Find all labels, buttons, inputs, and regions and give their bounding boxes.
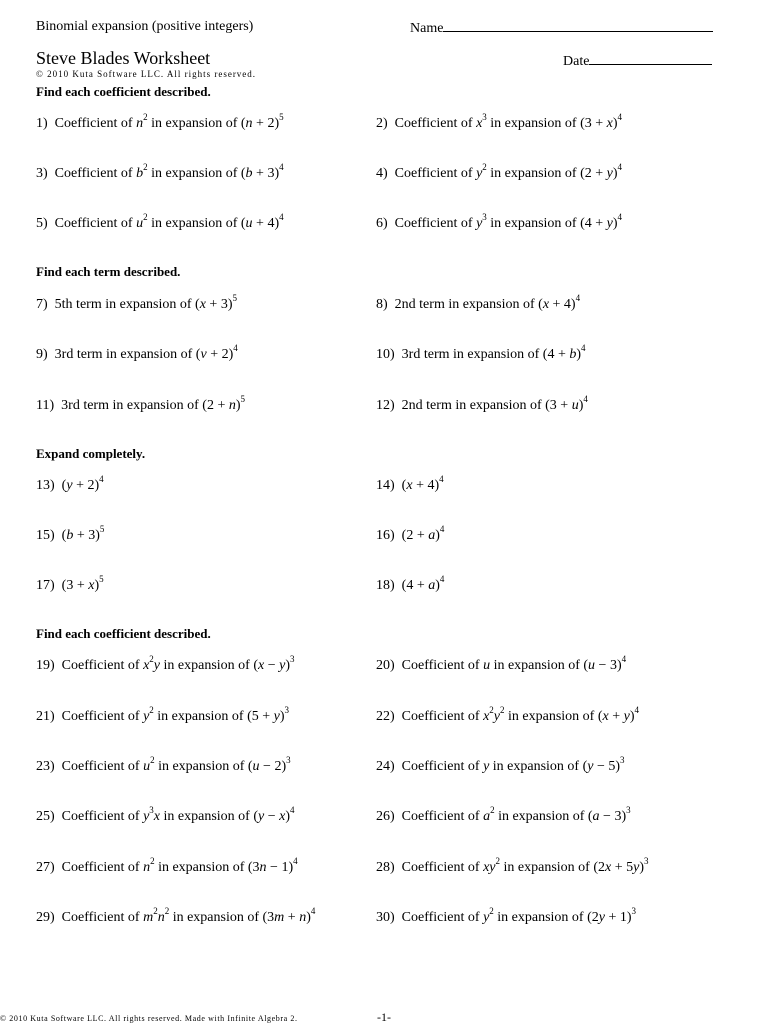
problem-text: Coefficient of $u^2$ in expansion of $(u - 2)^3$ (61, 755, 291, 774)
problem-text: Coefficient of $y^2$ in expansion of $(5 + y)^3$ (61, 705, 290, 724)
problem-16 (376, 524, 445, 544)
worksheet-topic: Binomial expansion (positive integers) (36, 19, 254, 34)
problem-text: Coefficient of $x^2y$ in expansion of $(x - y)^3$ (61, 654, 295, 673)
problem-22 (376, 705, 639, 725)
problem-text: Coefficient of $xy^2$ in expansion of $(2x + 5y)^3$ (401, 856, 649, 875)
problem-number: 15) (36, 528, 62, 543)
problem-number: 12) (376, 398, 402, 413)
problem-number: 26) (376, 809, 402, 824)
problem-text: 2nd term in expansion of $(x + 4)^4$ (394, 293, 581, 312)
problem-number: 22) (376, 709, 402, 724)
problem-text: 2nd term in expansion of $(3 + u)^4$ (401, 394, 588, 413)
problem-29 (36, 906, 316, 926)
problem-2 (376, 112, 623, 132)
problem-text: Coefficient of $n^2$ in expansion of $(3n - 1)^4$ (61, 856, 298, 875)
problem-text: $(3 + x)^5$ (61, 574, 104, 593)
problem-19 (36, 654, 295, 674)
problem-26 (376, 805, 631, 825)
footer-copyright: © 2010 Kuta Software LLC. All rights reserved. Made with Infinite Algebra 2. (0, 1014, 298, 1023)
problem-number: 28) (376, 860, 402, 875)
problem-18 (376, 574, 445, 594)
problem-20 (376, 654, 627, 674)
problem-5 (36, 212, 284, 232)
problem-text: 3rd term in expansion of $(4 + b)^4$ (401, 343, 586, 362)
worksheet-title: Steve Blades Worksheet (36, 48, 211, 68)
problem-number: 4) (376, 166, 395, 181)
problem-text: Coefficient of $x^2y^2$ in expansion of $(x + y)^4$ (401, 705, 639, 724)
problem-17 (36, 574, 104, 594)
problem-number: 18) (376, 578, 402, 593)
problem-25 (36, 805, 295, 825)
problem-text: Coefficient of $y^2$ in expansion of $(2y + 1)^3$ (401, 906, 637, 925)
problem-number: 29) (36, 910, 62, 925)
problem-text: $(4 + a)^4$ (401, 574, 445, 593)
problem-11 (36, 394, 246, 414)
problem-text: 5th term in expansion of $(x + 3)^5$ (54, 293, 237, 312)
problem-text: Coefficient of $b^2$ in expansion of $(b + 3)^4$ (54, 162, 284, 181)
section-heading-3: Expand completely. (36, 446, 146, 461)
problem-number: 16) (376, 528, 402, 543)
problem-number: 8) (376, 297, 395, 312)
problem-number: 14) (376, 478, 402, 493)
problem-number: 17) (36, 578, 62, 593)
problem-3 (36, 162, 284, 182)
problem-number: 21) (36, 709, 62, 724)
problem-24 (376, 755, 625, 775)
problem-number: 20) (376, 658, 402, 673)
problem-number: 24) (376, 759, 402, 774)
problem-number: 9) (36, 347, 55, 362)
date-blank[interactable] (589, 52, 712, 65)
header-copyright: © 2010 Kuta Software LLC. All rights reserved. (36, 69, 257, 79)
problem-15 (36, 524, 105, 544)
name-field[interactable] (410, 19, 713, 37)
section-heading-4: Find each coefficient described. (36, 626, 211, 641)
problem-number: 23) (36, 759, 62, 774)
problem-6 (376, 212, 623, 232)
problem-number: 7) (36, 297, 55, 312)
problem-7 (36, 293, 237, 313)
problem-number: 2) (376, 116, 395, 131)
problem-number: 25) (36, 809, 62, 824)
date-field[interactable] (563, 52, 712, 70)
problem-number: 13) (36, 478, 62, 493)
problem-30 (376, 906, 637, 926)
problem-text: Coefficient of u in expansion of $(u - 3)^4$ (401, 654, 627, 673)
date-label: Date (563, 54, 590, 69)
problem-21 (36, 705, 290, 725)
problem-12 (376, 394, 588, 414)
problem-13 (36, 474, 104, 494)
problem-9 (36, 343, 238, 363)
problem-number: 19) (36, 658, 62, 673)
problem-text: Coefficient of $y^3x$ in expansion of $(y - x)^4$ (61, 805, 295, 824)
problem-number: 6) (376, 216, 395, 231)
problem-number: 10) (376, 347, 402, 362)
page-number: -1- (377, 1010, 391, 1024)
problem-text: 3rd term in expansion of $(2 + n)^5$ (61, 394, 246, 413)
problem-number: 1) (36, 116, 55, 131)
problem-text: 3rd term in expansion of $(v + 2)^4$ (54, 343, 238, 362)
problem-number: 30) (376, 910, 402, 925)
problem-number: 5) (36, 216, 55, 231)
problem-8 (376, 293, 581, 313)
section-heading-2: Find each term described. (36, 264, 181, 279)
problem-text: $(x + 4)^4$ (401, 474, 444, 493)
problem-10 (376, 343, 586, 363)
problem-number: 27) (36, 860, 62, 875)
section-heading-1: Find each coefficient described. (36, 84, 211, 99)
problem-text: Coefficient of y in expansion of $(y - 5)^3$ (401, 755, 625, 774)
problem-text: Coefficient of $m^2n^2$ in expansion of $(3m + n)^4$ (61, 906, 316, 925)
problem-28 (376, 856, 649, 876)
problem-1 (36, 112, 284, 132)
problem-text: Coefficient of $u^2$ in expansion of $(u + 4)^4$ (54, 212, 284, 231)
problem-text: $(2 + a)^4$ (401, 524, 445, 543)
problem-text: Coefficient of $y^2$ in expansion of $(2 + y)^4$ (394, 162, 623, 181)
name-label: Name (410, 21, 444, 36)
problem-text: Coefficient of $y^3$ in expansion of $(4 + y)^4$ (394, 212, 623, 231)
problem-text: Coefficient of $n^2$ in expansion of $(n + 2)^5$ (54, 112, 284, 131)
problem-text: $(b + 3)^5$ (61, 524, 105, 543)
problem-text: $(y + 2)^4$ (61, 474, 104, 493)
problem-14 (376, 474, 444, 494)
name-blank[interactable] (443, 19, 713, 32)
problem-number: 3) (36, 166, 55, 181)
problem-23 (36, 755, 291, 775)
problem-number: 11) (36, 398, 62, 413)
problem-text: Coefficient of $a^2$ in expansion of $(a - 3)^3$ (401, 805, 631, 824)
problem-text: Coefficient of $x^3$ in expansion of $(3 + x)^4$ (394, 112, 623, 131)
problem-4 (376, 162, 623, 182)
problem-27 (36, 856, 298, 876)
